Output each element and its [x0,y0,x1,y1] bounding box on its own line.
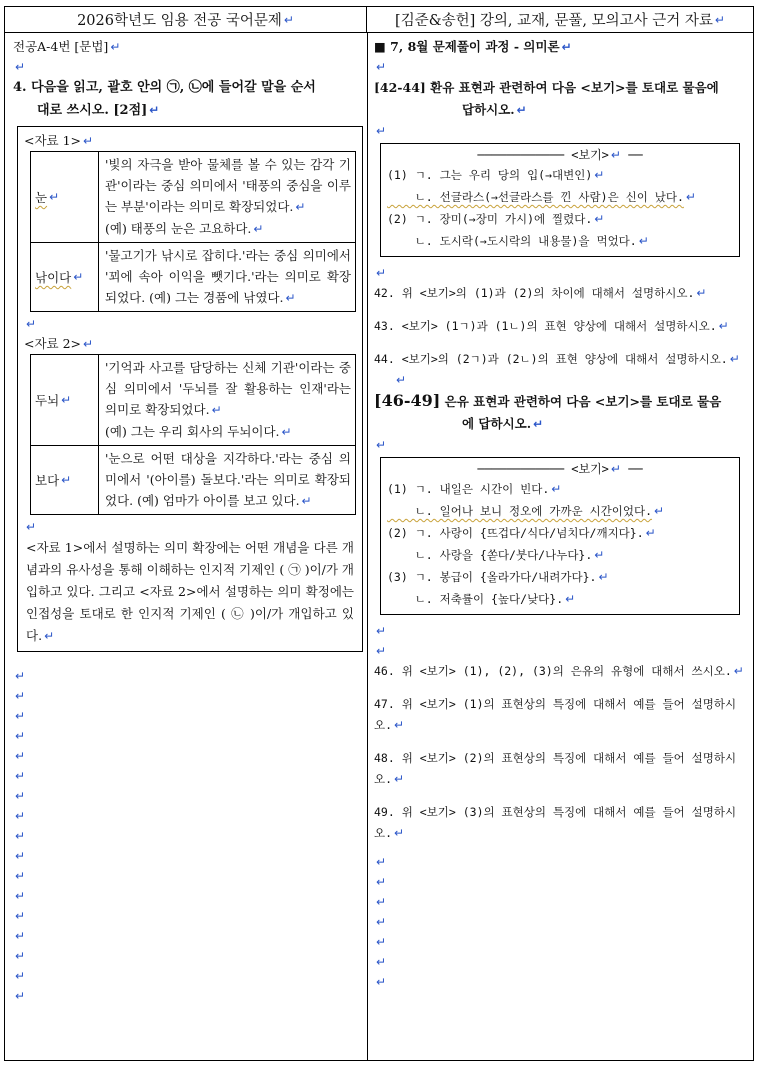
empty-paragraphs: ↵ ↵ ↵ ↵ ↵ ↵ ↵ ↵ ↵ ↵ ↵ ↵ ↵ ↵ ↵ ↵ ↵ [15,669,26,1003]
right-column: ■ 7, 8월 문제풀이 과정 - 의미론 ↵ ↵ [42-44] 환유 표현과 관련하여 다음 <보기>를 토대로 물음에 답하시오. ↵ ↵ ──────────── <보기> ↵ ── (1) ㄱ. 그는 우리 당의 입(→대변인) ↵ ㄴ. 선글라스(→선글라스를 낀 사람)은 신이 났다. ↵ (2) ㄱ. 장미(→장미 가시)에 찔렸다. ↵ ㄴ. 도시락(→도시락의 내용물)을 먹었다. ↵ ↵ 42. 위 <보기>의 (1)과 (2)의 차이에 대해서 설명하시오. ↵ 43. <보기> (1ㄱ)과 (1ㄴ)의 표현 양상에 대해서 설명하시오. ↵ 44. <보기>의 (2ㄱ)과 (2ㄴ)의 표현 양상에 대해서 설명하시오. ↵ ↵ [46-49] 은유 표현과 관련하여 다음 <보기>를 토대로 물음 에 답하시오. ↵ ↵ ──────────── <보기> ↵ ── (1) ㄱ. 내일은 시간이 빈다. ↵ ㄴ. 일어나 보니 정오에 가까운 시간이었다. ↵ (2) ㄱ. 사랑이 {뜨겁다/식다/넘치다/깨지다}. ↵ ㄴ. 사랑을 {쏟다/붓다/나누다}. ↵ (3) ㄱ. 봉급이 {올라가다/내려가다}. ↵ ㄴ. 저축률이 {높다/낮다}. ↵ ↵ ↵ 46. 위 <보기> (1), (2), (3)의 은유의 유형에 대해서 쓰시오. ↵ 47. 위 <보기> (1)의 표현상의 특징에 대해서 예를 들어 설명하시오. ↵ 48. 위 <보기> (2)의 표현상의 특징에 대해서 예를 들어 설명하시오. ↵ 49. 위 <보기> (3)의 표현상의 특징에 대해서 예를 들어 설명하시오. ↵ ↵ ↵ ↵ ↵ ↵ ↵ ↵ [374,37,750,992]
definition-term: 낚이다 ↵ [31,243,99,311]
definition-row [30,354,356,446]
return-icon: ↵ [149,103,160,117]
bogi-title: ──────────── <보기> ↵ ── [477,462,643,476]
section-title: ■ 7, 8월 문제풀이 과정 - 의미론 ↵ [374,37,750,57]
return-icon: ↵ [516,103,527,117]
material1-title: <자료 1> ↵ [24,131,356,151]
return-icon: ↵ [110,40,121,54]
question-prompt-cont: 대로 쓰시오. [2점] ↵ [13,99,363,122]
material2-table [30,354,356,515]
definition-row [30,243,356,312]
question-47: 47. 위 <보기> (1)의 표현상의 특징에 대해서 예를 들어 설명하시오. ↵ [374,697,737,732]
header-row [5,7,753,33]
question-48: 48. 위 <보기> (2)의 표현상의 특징에 대해서 예를 들어 설명하시오. ↵ [374,751,737,786]
return-icon: ↵ [26,317,37,331]
question-42: 42. 위 <보기>의 (1)과 (2)의 차이에 대해서 설명하시오. ↵ [374,286,707,300]
bogi-box-1: ──────────── <보기> ↵ ── (1) ㄱ. 그는 우리 당의 입(→대변인) ↵ ㄴ. 선글라스(→선글라스를 낀 사람)은 신이 났다. ↵ (2) ㄱ. 장미(→장미 가시)에 찔렸다. ↵ ㄴ. 도시락(→도시락의 내용물)을 먹었다. ↵ [380,143,740,257]
return-icon: ↵ [714,12,725,27]
question-49: 49. 위 <보기> (3)의 표현상의 특징에 대해서 예를 들어 설명하시오. ↵ [374,805,737,840]
document-page [4,6,754,1061]
section-label: 전공A-4번 [문법] ↵ [13,37,363,57]
question-prompt: 4. 다음을 읽고, 괄호 안의 ㉠, ㉡에 들어갈 말을 순서 [13,80,316,95]
return-icon: ↵ [533,417,544,431]
definition-text: '기억과 사고를 담당하는 신체 기관'이라는 중심 의미에서 '두뇌를 잘 활용하는 인재'라는 의미로 확장되었다. ↵ (예) 그는 우리 회사의 두뇌이다. ↵ [105,360,351,439]
return-icon: ↵ [83,337,94,351]
return-icon: ↵ [283,12,294,27]
return-icon: ↵ [15,60,26,74]
part2-heading-cont: 에 답하시오. ↵ [374,413,750,435]
material1-table [30,151,356,312]
header-left-title: 2026학년도 임용 전공 국어문제 ↵ [5,7,367,32]
definition-term: 두뇌 ↵ [31,355,99,445]
definition-row [30,151,356,243]
left-column [13,37,363,1006]
definition-text: '빛의 자극을 받아 물체를 볼 수 있는 감각 기관'이라는 중심 의미에서 '태풍의 중심을 이루는 부분'이라는 의미로 확장되었다. ↵ (예) 태풍의 눈은 고요하다. ↵ [105,157,351,236]
header-right-title: [김준&송헌] 강의, 교재, 문풀, 모의고사 근거 자료 ↵ [395,12,725,29]
bogi-title: ──────────── <보기> ↵ ── [477,148,643,162]
empty-paragraphs: ↵ ↵ ↵ ↵ ↵ ↵ ↵ [376,855,387,989]
question-43: 43. <보기> (1ㄱ)과 (1ㄴ)의 표현 양상에 대해서 설명하시오. ↵ [374,319,729,333]
return-icon: ↵ [26,520,37,534]
definition-term: 보다 ↵ [31,446,99,514]
part1-heading-cont: 답하시오. ↵ [374,99,750,121]
definition-text: '눈으로 어떤 대상을 지각하다.'라는 중심 의미에서 '(아이를) 돌보다.'라는 의미로 확장되었다. (예) 엄마가 아이를 보고 있다. ↵ [105,451,351,508]
part2-heading: [46-49] 은유 표현과 관련하여 다음 <보기>를 토대로 물음 [374,391,722,410]
definition-row [30,446,356,515]
return-icon: ↵ [44,629,55,643]
material2-title: <자료 2> ↵ [24,334,356,354]
question-44: 44. <보기>의 (2ㄱ)과 (2ㄴ)의 표현 양상에 대해서 설명하시오. ↵ [374,352,740,366]
question-body: <자료 1>에서 설명하는 의미 확장에는 어떤 개념을 다른 개념과의 유사성을 통해 이해하는 인지적 기제인 ( ㉠ )이/가 개입하고 있다. 그리고 <자료 2>에서 설명하는 의미 확정에는 인접성을 토대로 한 인지적 기제인 ( ㉡ )이/가 개입하고 있다. ↵ [24,537,356,647]
return-icon: ↵ [83,134,94,148]
part1-heading: [42-44] 환유 표현과 관련하여 다음 <보기>를 토대로 물음에 [374,80,719,95]
bogi-box-2: ──────────── <보기> ↵ ── (1) ㄱ. 내일은 시간이 빈다. ↵ ㄴ. 일어나 보니 정오에 가까운 시간이었다. ↵ (2) ㄱ. 사랑이 {뜨겁다/식다/넘치다/깨지다}. ↵ ㄴ. 사랑을 {쏟다/붓다/나누다}. ↵ (3) ㄱ. 봉급이 {올라가다/내려가다}. ↵ ㄴ. 저축률이 {높다/낮다}. ↵ [380,457,740,615]
material-box [17,126,363,652]
column-divider [367,33,368,1061]
return-icon: ↵ [561,40,572,54]
question-46: 46. 위 <보기> (1), (2), (3)의 은유의 유형에 대해서 쓰시오. ↵ [374,664,744,678]
definition-term: 눈 ↵ [31,152,99,242]
definition-text: '물고기가 낚시로 잡히다.'라는 중심 의미에서 '꾀에 속아 이익을 뺏기다.'라는 의미로 확장되었다. (예) 그는 경품에 낚였다. ↵ [105,248,351,305]
